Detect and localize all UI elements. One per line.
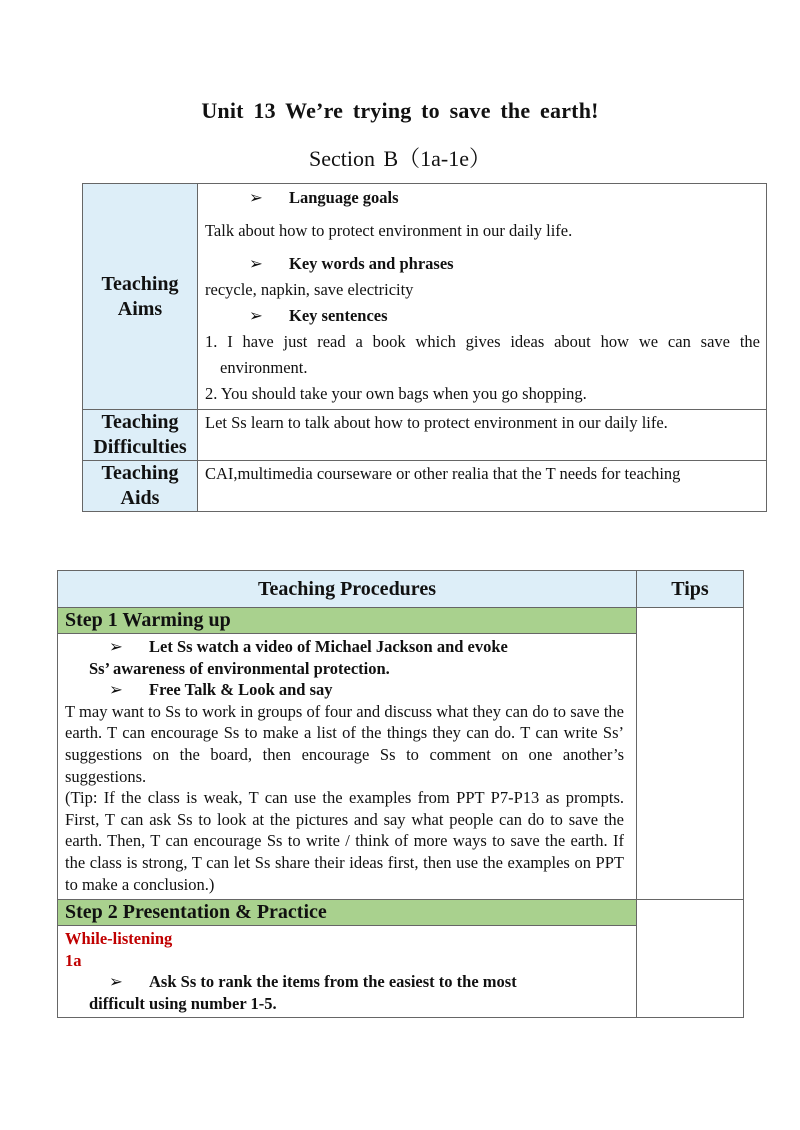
step1-bullet-1-continued: Ss’ awareness of environmental protection. [89, 658, 390, 678]
key-words-text: recycle, napkin, save electricity [205, 280, 414, 299]
teaching-aims-row [83, 184, 767, 410]
step1-body [58, 634, 637, 900]
arrow-bullet-icon: ➢ [249, 254, 263, 273]
step2-bullet-1: ➢ Ask Ss to rank the items from the easiest to the most [109, 972, 517, 992]
arrow-bullet-icon: ➢ [109, 972, 123, 992]
language-goals-text: Talk about how to protect environment in our daily life. [205, 221, 573, 240]
arrow-bullet-icon: ➢ [249, 188, 263, 207]
procedures-header-row [58, 571, 744, 608]
step2-body [58, 926, 637, 1017]
step1-bullet-1: ➢ Let Ss watch a video of Michael Jackson and evoke [109, 637, 508, 656]
step1-paragraph-2: (Tip: If the class is weak, T can use the examples from PPT P7-P13 as prompts. First, T can ask Ss to look at the pictures and say what people can do to save the earth. Then, T can encourage Ss to write / think of more ways to save the earth. If the class is strong, T can let Ss share their ideas first, then use the examples on PPT to make a conclusion.) [65, 788, 624, 894]
tips-column-header: Tips [637, 571, 744, 608]
step2-title: Step 2 Presentation & Practice [58, 900, 637, 926]
teaching-aids-label: Teaching Aids [83, 461, 198, 512]
language-goals-heading: ➢ Language goals [205, 185, 760, 211]
step2-bullet-1-continued: difficult using number 1-5. [89, 993, 277, 1013]
page-subtitle: Section B（1a-1e） [308, 146, 492, 171]
step1-paragraph-1: T may want to Ss to work in groups of four and discuss what they can do to save the earth. T can encourage Ss to make a list of the things they can do. T can write Ss’ suggestions on the board, then encourage Ss to comment on one another’s suggestions. [65, 701, 624, 786]
key-sentence-1: 1. I have just read a book which gives ideas about how we can save the environment. [205, 332, 760, 377]
arrow-bullet-icon: ➢ [109, 680, 123, 700]
step1-bullet-2: ➢ Free Talk & Look and say [109, 680, 333, 700]
teaching-aids-row [83, 461, 767, 512]
teaching-aims-table [82, 183, 767, 512]
key-sentences-heading: ➢ Key sentences [205, 303, 760, 329]
step2-tips-cell [637, 900, 744, 1017]
label-1a: 1a [65, 950, 82, 970]
step1-title-row [58, 608, 744, 634]
teaching-procedures-table [57, 570, 744, 1018]
teaching-aims-content [198, 184, 767, 410]
page-title: Unit 13 We’re trying to save the earth! [201, 98, 599, 123]
step2-title-row [58, 900, 744, 926]
teaching-difficulties-text: Let Ss learn to talk about how to protect environment in our daily life. [198, 410, 767, 461]
arrow-bullet-icon: ➢ [109, 637, 123, 656]
step1-tips-cell [637, 608, 744, 900]
teaching-aids-text: CAI,multimedia courseware or other realia that the T needs for teaching [198, 461, 767, 512]
teaching-difficulties-label: Teaching Difficulties [83, 410, 198, 461]
while-listening-label: While-listening [65, 929, 173, 949]
teaching-difficulties-row [83, 410, 767, 461]
teaching-aims-label: Teaching Aims [83, 184, 198, 410]
arrow-bullet-icon: ➢ [249, 306, 263, 325]
key-words-heading: ➢ Key words and phrases [205, 251, 760, 277]
step1-title: Step 1 Warming up [58, 608, 637, 634]
key-sentence-2: 2. You should take your own bags when you go shopping. [205, 384, 587, 403]
procedures-column-header: Teaching Procedures [58, 571, 637, 608]
